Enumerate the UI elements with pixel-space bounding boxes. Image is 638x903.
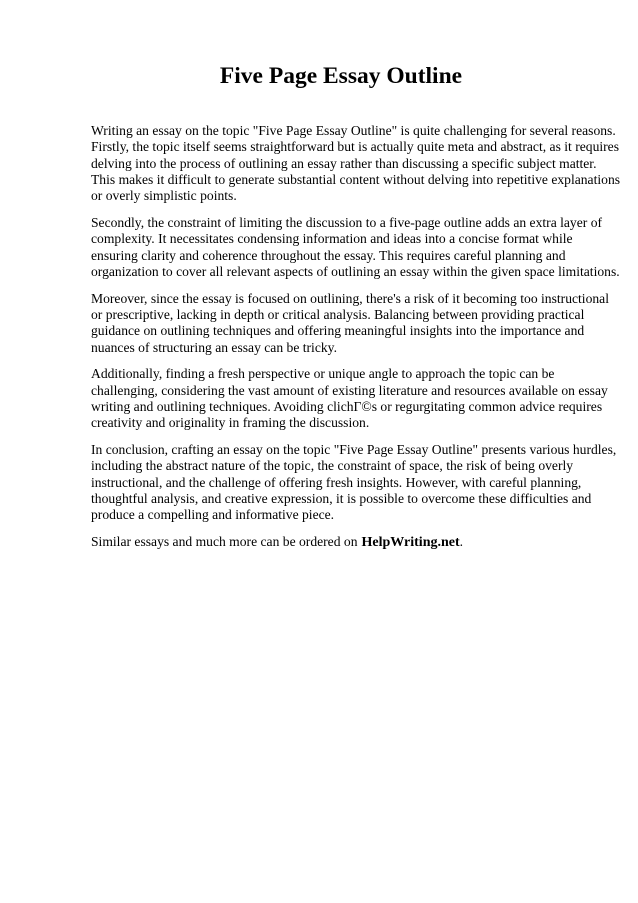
text-line: produce a compelling and informative piece. bbox=[91, 507, 335, 523]
text-line: creativity and originality in framing the discussion. bbox=[91, 415, 370, 431]
paragraph-2 bbox=[91, 214, 620, 280]
closing-text: Similar essays and much more can be ordered on bbox=[91, 534, 358, 550]
text-line: guidance on outlining techniques and offering meaningful insights into the importance and bbox=[91, 323, 585, 339]
closing-paragraph bbox=[91, 534, 611, 551]
text-line: In conclusion, crafting an essay on the topic "Five Page Essay Outline" presents various hurdles, bbox=[91, 442, 617, 458]
text-line: challenging, considering the vast amount of existing literature and resources available on essay bbox=[91, 382, 608, 398]
document-title: Five Page Essay Outline bbox=[219, 63, 463, 89]
text-line: Firstly, the topic itself seems straightforward but is actually quite meta and abstract, as it requires bbox=[91, 139, 619, 155]
document-body bbox=[91, 123, 621, 562]
text-line: Moreover, since the essay is focused on outlining, there's a risk of it becoming too instructional bbox=[91, 290, 609, 306]
text-line: ensuring clarity and coherence throughout the essay. This requires careful planning and bbox=[91, 247, 566, 263]
closing-period: . bbox=[459, 534, 464, 550]
text-line: This makes it difficult to generate substantial content without delving into repetitive explanations bbox=[91, 171, 621, 187]
paragraph-5 bbox=[91, 442, 617, 523]
text-line: Writing an essay on the topic "Five Page Essay Outline" is quite challenging for several reasons. bbox=[91, 123, 616, 138]
paragraph-1 bbox=[91, 123, 621, 204]
text-line: nuances of structuring an essay can be tricky. bbox=[91, 339, 337, 355]
helpwriting-link[interactable]: HelpWriting.net bbox=[361, 535, 460, 551]
paragraph-3 bbox=[91, 291, 611, 356]
paragraph-4 bbox=[91, 366, 611, 431]
text-line: instructional, and the challenge of offering fresh insights. However, with careful planning, bbox=[91, 474, 582, 490]
text-line: Secondly, the constraint of limiting the discussion to a five-page outline adds an extra layer of bbox=[91, 214, 603, 230]
text-line: or prescriptive, lacking in depth or critical analysis. Balancing between providing practical bbox=[91, 306, 585, 322]
text-line: including the abstract nature of the topic, the constraint of space, the risk of being overly bbox=[91, 458, 574, 474]
text-line: or overly simplistic points. bbox=[91, 188, 237, 204]
text-line: thoughtful analysis, and creative expression, it is possible to overcome these difficulties and bbox=[91, 490, 592, 506]
text-line: complexity. It necessitates condensing information and ideas into a concise format while bbox=[91, 231, 573, 247]
text-line: Additionally, finding a fresh perspective or unique angle to approach the topic can be bbox=[91, 366, 555, 382]
text-line: organization to cover all relevant aspects of outlining an essay within the given space limitations. bbox=[91, 263, 620, 279]
text-line: delving into the process of outlining an essay rather than discussing a specific subject matter. bbox=[91, 155, 597, 171]
text-line: writing and outlining techniques. Avoiding clichГ©s or regurgitating common advice requires bbox=[91, 398, 603, 414]
